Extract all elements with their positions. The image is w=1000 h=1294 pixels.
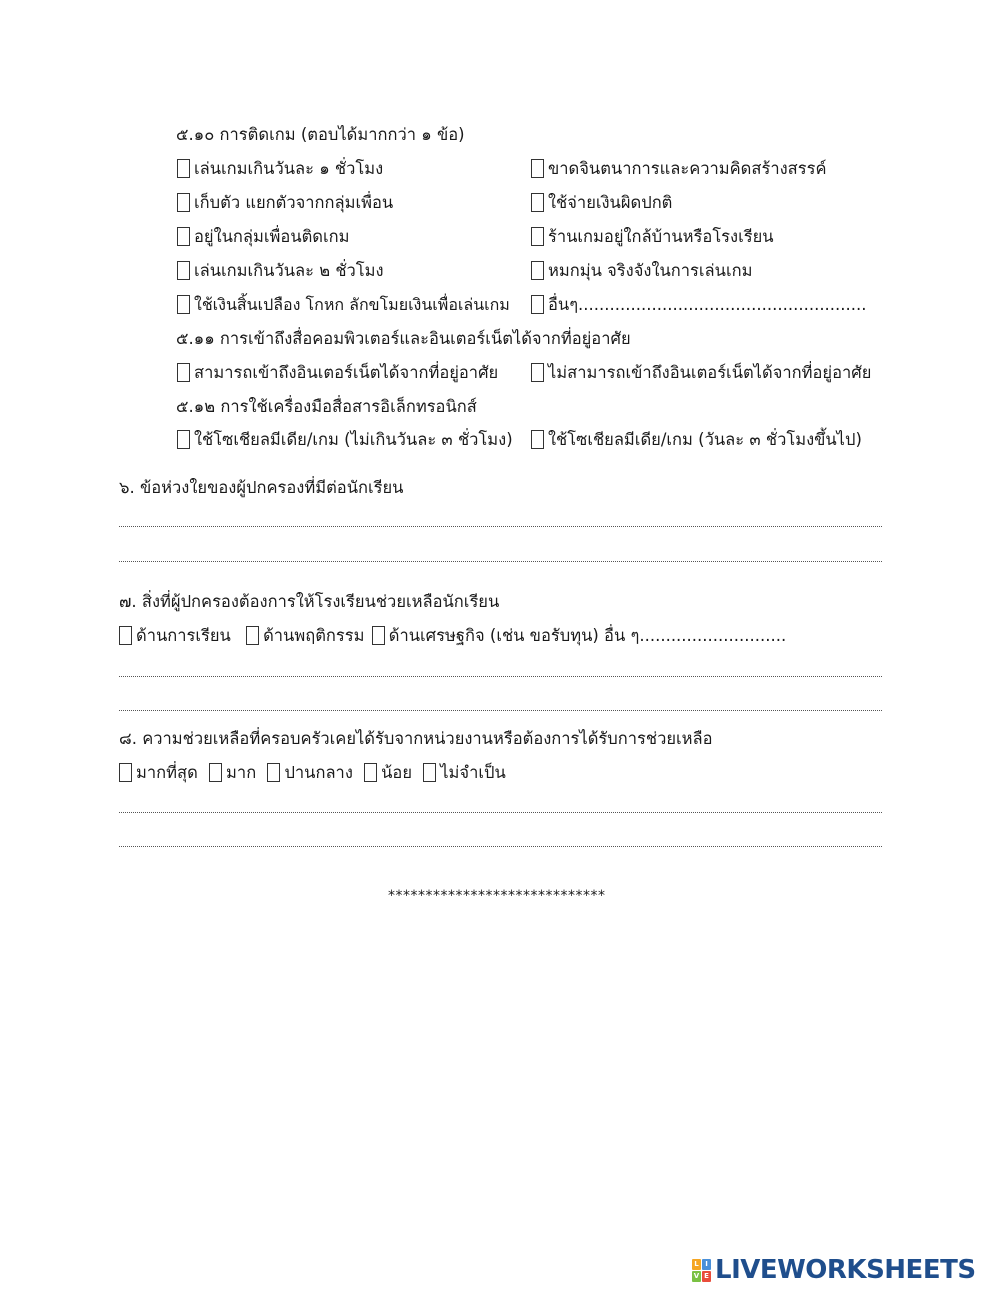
option-5-10-right-4: [531, 260, 752, 282]
logo-text: LIVEWORKSHEETS: [715, 1255, 976, 1285]
checkbox[interactable]: [177, 159, 190, 178]
section-8-heading: ๘. ความช่วยเหลือที่ครอบครัวเคยได้รับจากหน่วยงานหรือต้องการได้รับการช่วยเหลือ: [119, 729, 713, 748]
option-5-10-right-3: [531, 226, 774, 248]
checkbox[interactable]: [119, 626, 132, 645]
option-label: อยู่ในกลุ่มเพื่อนติดเกม: [194, 227, 350, 246]
logo-tile: L: [692, 1259, 701, 1270]
option-label: หมกมุ่น จริงจังในการเล่นเกม: [548, 261, 753, 280]
option-label: เก็บตัว แยกตัวจากกลุ่มเพื่อน: [194, 193, 394, 212]
logo-tile: I: [702, 1259, 711, 1270]
answer-line[interactable]: [119, 846, 882, 847]
checkbox[interactable]: [177, 261, 190, 280]
option-5-11-left: [177, 362, 498, 384]
option-label: น้อย: [381, 763, 412, 782]
answer-line[interactable]: [119, 676, 882, 677]
option-5-10-right-2: [531, 192, 672, 214]
option-label: มาก: [226, 763, 257, 782]
checkbox[interactable]: [246, 626, 259, 645]
checkbox[interactable]: [372, 626, 385, 645]
answer-line[interactable]: [119, 561, 882, 562]
option-label: ด้านพฤติกรรม: [263, 626, 365, 645]
checkbox[interactable]: [177, 227, 190, 246]
section-6-heading: ๖. ข้อห่วงใยของผู้ปกครองที่มีต่อนักเรียน: [119, 478, 404, 497]
option-5-11-right: [531, 362, 871, 384]
option-label: มากที่สุด: [136, 763, 198, 782]
option-5-10-right-1: [531, 158, 826, 180]
option-5-10-right-5: [531, 294, 867, 316]
liveworksheets-logo: [692, 1255, 976, 1285]
section-5-12-heading: ๕.๑๒ การใช้เครื่องมือสื่อสารอิเล็กทรอนิกส์: [176, 397, 477, 416]
option-5-10-left-4: [177, 260, 384, 282]
checkbox[interactable]: [177, 193, 190, 212]
option-label: ใช้โซเชียลมีเดีย/เกม (ไม่เกินวันละ ๓ ชั่วโมง): [194, 430, 513, 449]
option-label: อื่นๆ.......................................................: [548, 295, 867, 314]
option-5-10-left-3: [177, 226, 350, 248]
logo-tile: E: [702, 1271, 711, 1282]
checkbox[interactable]: [177, 430, 190, 449]
option-label: ด้านการเรียน: [136, 626, 231, 645]
option-5-10-left-1: [177, 158, 383, 180]
section-5-10-heading: ๕.๑๐ การติดเกม (ตอบได้มากกว่า ๑ ข้อ): [176, 125, 465, 144]
option-label: ใช้เงินสิ้นเปลือง โกหก ลักขโมยเงินเพื่อเล่นเกม: [194, 295, 510, 314]
logo-tile: V: [693, 1271, 700, 1280]
checkbox[interactable]: [531, 363, 544, 382]
checkbox[interactable]: [531, 227, 544, 246]
checkbox[interactable]: [177, 363, 190, 382]
checkbox[interactable]: [119, 763, 132, 782]
option-label: สามารถเข้าถึงอินเตอร์เน็ตได้จากที่อยู่อาศัย: [194, 363, 499, 382]
option-label: ใช้จ่ายเงินผิดปกติ: [548, 193, 673, 212]
option-label: เล่นเกมเกินวันละ ๒ ชั่วโมง: [194, 261, 384, 280]
checkbox[interactable]: [209, 763, 222, 782]
checkbox[interactable]: [267, 763, 280, 782]
checkbox[interactable]: [177, 295, 190, 314]
section-7-heading: ๗. สิ่งที่ผู้ปกครองต้องการให้โรงเรียนช่วยเหลือนักเรียน: [119, 592, 500, 611]
option-label: เล่นเกมเกินวันละ ๑ ชั่วโมง: [194, 159, 384, 178]
answer-line[interactable]: [119, 812, 882, 813]
answer-line[interactable]: [119, 526, 882, 527]
checkbox[interactable]: [423, 763, 436, 782]
checkbox[interactable]: [531, 430, 544, 449]
section-5-11-heading: ๕.๑๑ การเข้าถึงสื่อคอมพิวเตอร์และอินเตอร์เน็ตได้จากที่อยู่อาศัย: [176, 329, 631, 348]
option-label: ไม่จำเป็น: [440, 763, 506, 782]
option-5-10-left-5: [177, 294, 510, 316]
option-5-12-right: [531, 429, 862, 451]
option-label: ขาดจินตนาการและความคิดสร้างสรรค์: [548, 159, 827, 178]
checkbox[interactable]: [531, 295, 544, 314]
option-label: ด้านเศรษฐกิจ (เช่น ขอรับทุน) อื่น ๆ............................: [388, 626, 787, 645]
option-5-12-left: [177, 429, 513, 451]
option-5-10-left-2: [177, 192, 393, 214]
answer-line[interactable]: [119, 710, 882, 711]
section-8-options: [119, 762, 506, 784]
option-label: ไม่สามารถเข้าถึงอินเตอร์เน็ตได้จากที่อยู่อาศัย: [548, 363, 872, 382]
logo-icon: [692, 1259, 711, 1282]
checkbox[interactable]: [531, 159, 544, 178]
option-label: ใช้โซเชียลมีเดีย/เกม (วันละ ๓ ชั่วโมงขึ้นไป): [548, 430, 862, 449]
checkbox[interactable]: [531, 261, 544, 280]
section-7-options: [119, 625, 786, 647]
end-mark: *****************************: [388, 888, 606, 904]
checkbox[interactable]: [531, 193, 544, 212]
option-label: ปานกลาง: [284, 763, 353, 782]
checkbox[interactable]: [364, 763, 377, 782]
option-label: ร้านเกมอยู่ใกล้บ้านหรือโรงเรียน: [548, 227, 774, 246]
